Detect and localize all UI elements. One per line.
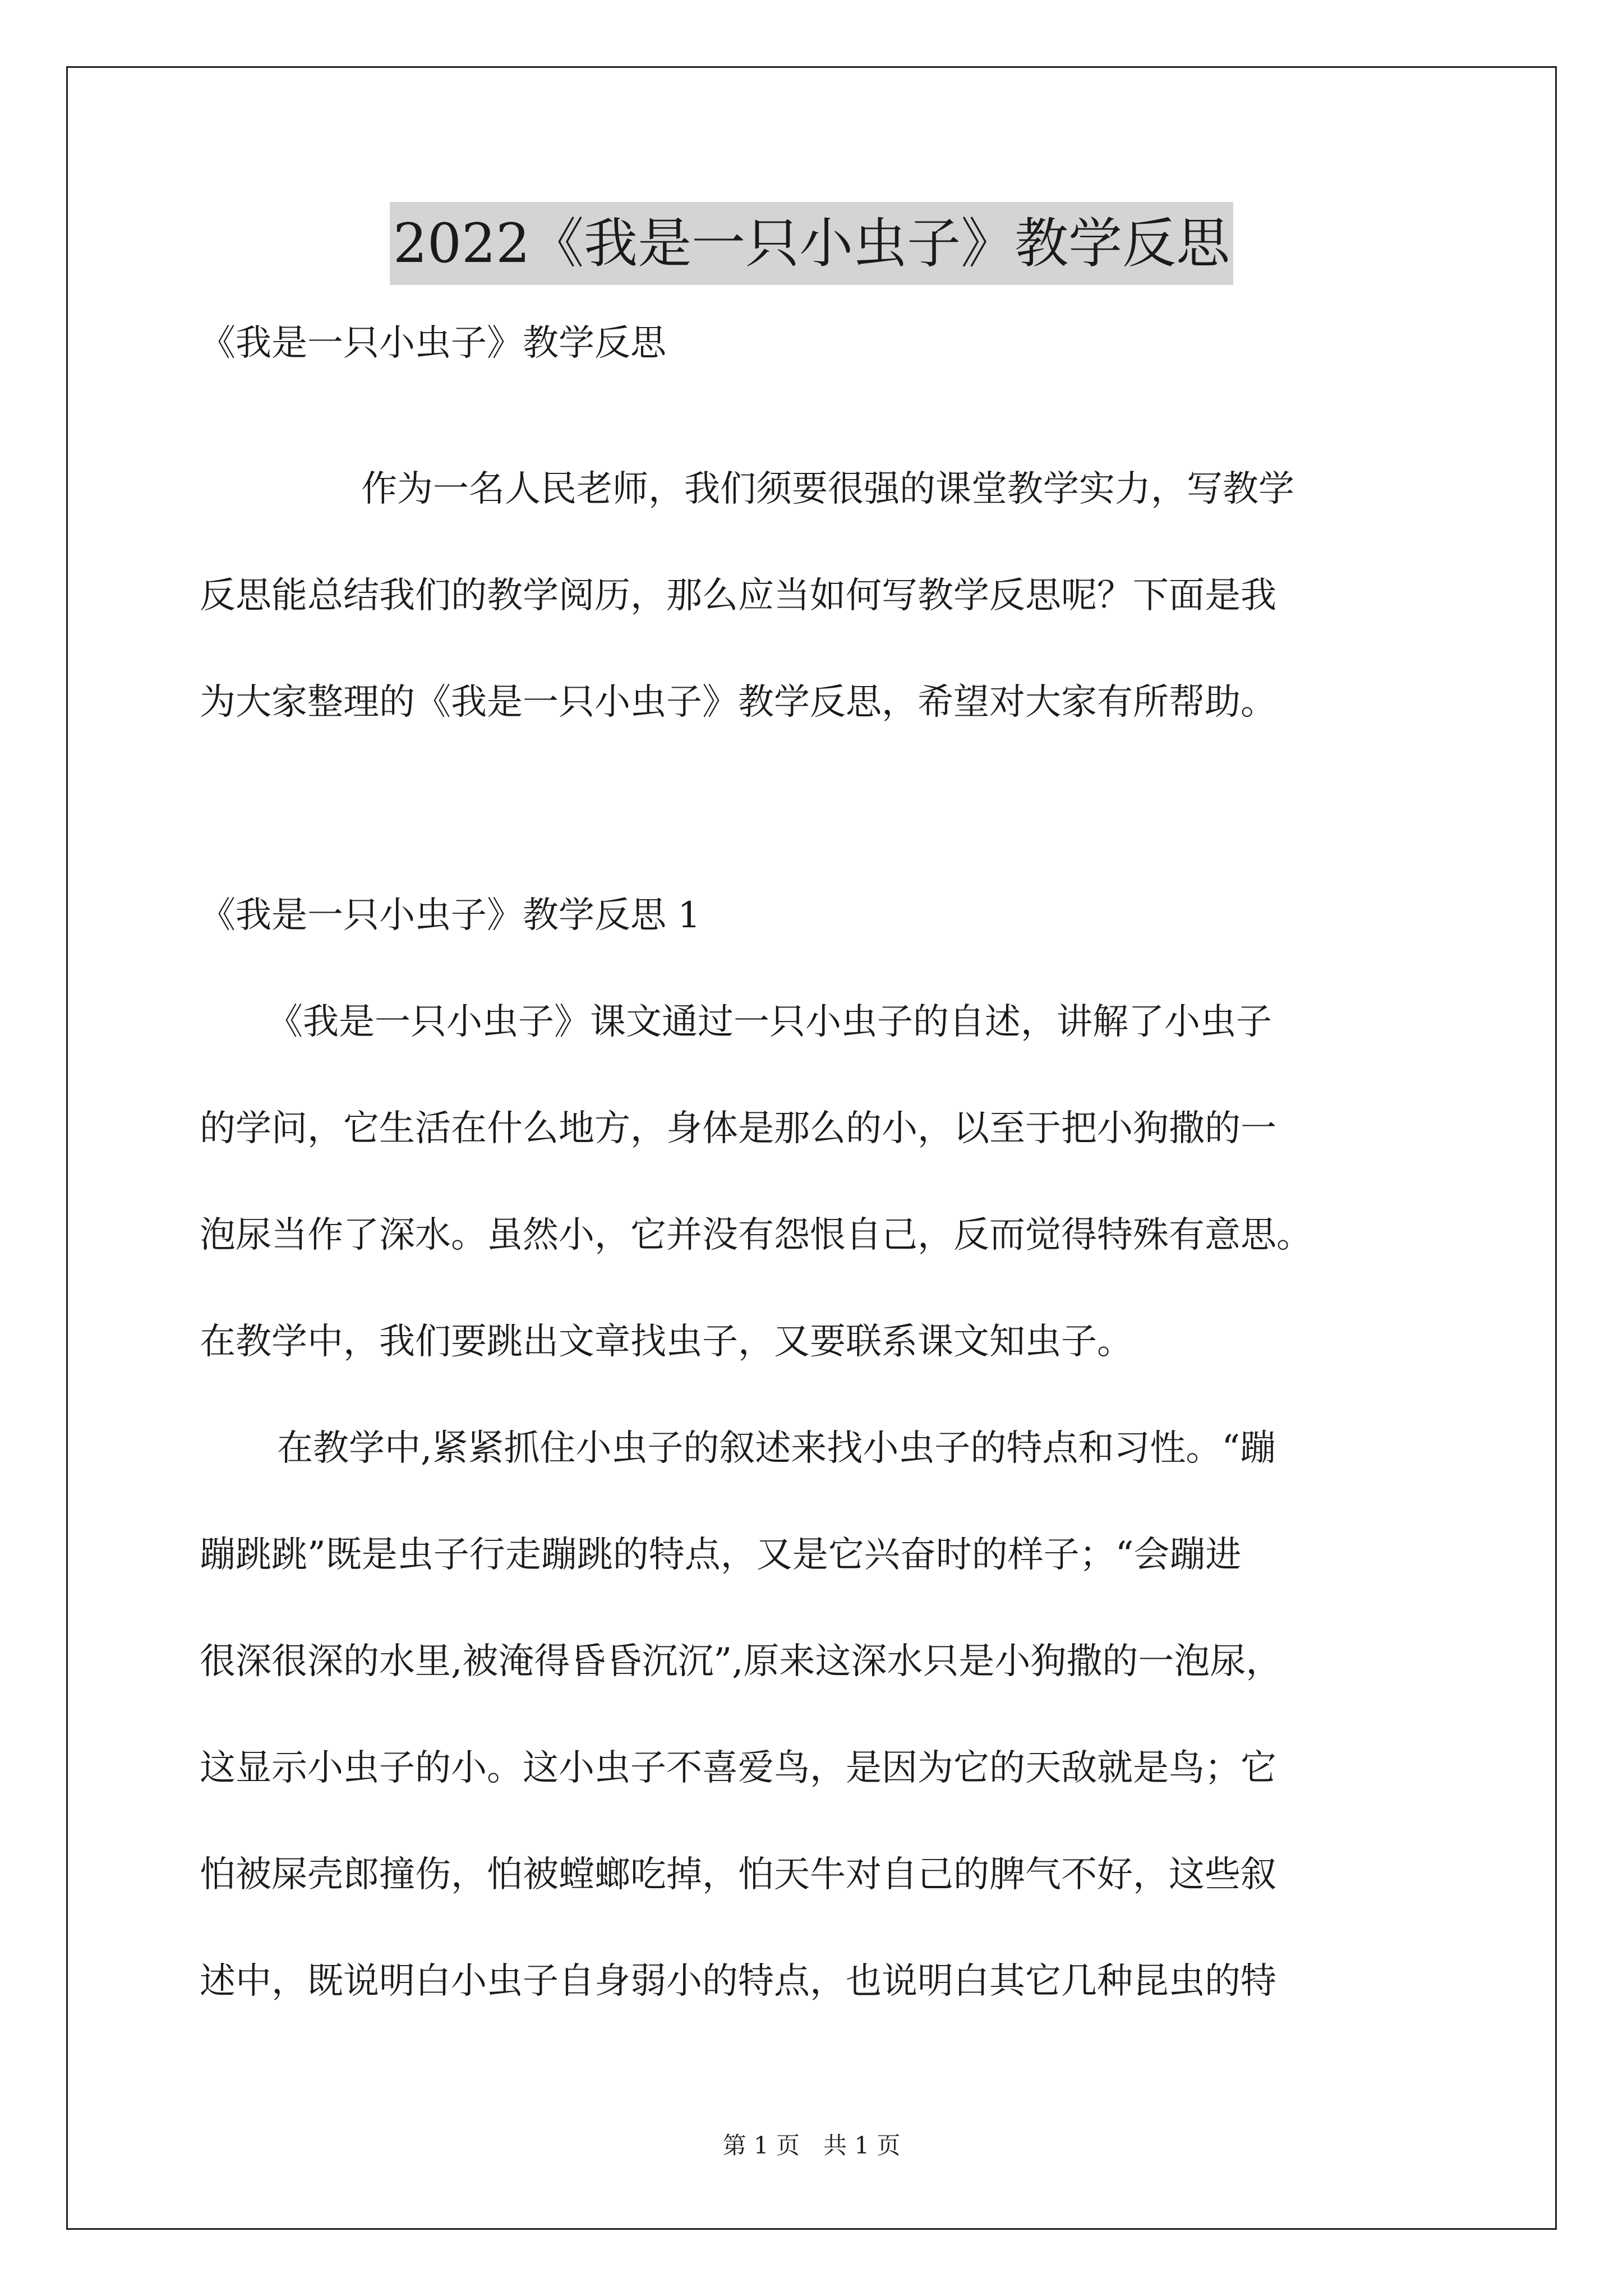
paragraph1-line: 在教学中，我们要跳出文章找虫子，又要联系课文知虫子。 <box>200 1321 1133 1363</box>
intro-line: 为大家整理的《我是一只小虫子》教学反思，希望对大家有所帮助。 <box>200 682 1276 723</box>
paragraph2-line: 怕被屎壳郎撞伤，怕被螳螂吃掉，怕天牛对自己的脾气不好，这些叙 <box>200 1854 1276 1895</box>
section-heading: 《我是一只小虫子》教学反思 1 <box>200 895 701 936</box>
paragraph1-line: 的学问，它生活在什么地方，身体是那么的小，以至于把小狗撒的一 <box>200 1108 1276 1149</box>
paragraph2-line: 述中，既说明白小虫子自身弱小的特点，也说明白其它几种昆虫的特 <box>200 1961 1276 2002</box>
intro-line: 反思能总结我们的教学阅历，那么应当如何写教学反思呢？下面是我 <box>200 575 1276 616</box>
intro-line: 作为一名人民老师，我们须要很强的课堂教学实力，写教学 <box>361 468 1294 510</box>
paragraph2-line: 蹦跳跳”既是虫子行走蹦跳的特点，又是它兴奋时的样子；“会蹦进 <box>200 1534 1242 1576</box>
document-subtitle: 《我是一只小虫子》教学反思 <box>200 323 666 364</box>
page-footer: 第 1 页 共 1 页 <box>722 2132 901 2159</box>
paragraph2-line: 很深很深的水里,被淹得昏昏沉沉”,原来这深水只是小狗撒的一泡尿， <box>200 1641 1282 1682</box>
document-title <box>0 202 1623 285</box>
paragraph2-line: 在教学中,紧紧抓住小虫子的叙述来找小虫子的特点和习性。“蹦 <box>277 1428 1276 1469</box>
paragraph2-line: 这显示小虫子的小。这小虫子不喜爱鸟，是因为它的天敌就是鸟；它 <box>200 1747 1276 1789</box>
paragraph1-line: 《我是一只小虫子》课文通过一只小虫子的自述，讲解了小虫子 <box>267 1001 1272 1043</box>
paragraph1-line: 泡尿当作了深水。虽然小，它并没有怨恨自己，反而觉得特殊有意思。 <box>200 1214 1312 1256</box>
document-title-text: 2022《我是一只小虫子》教学反思 <box>390 202 1233 285</box>
